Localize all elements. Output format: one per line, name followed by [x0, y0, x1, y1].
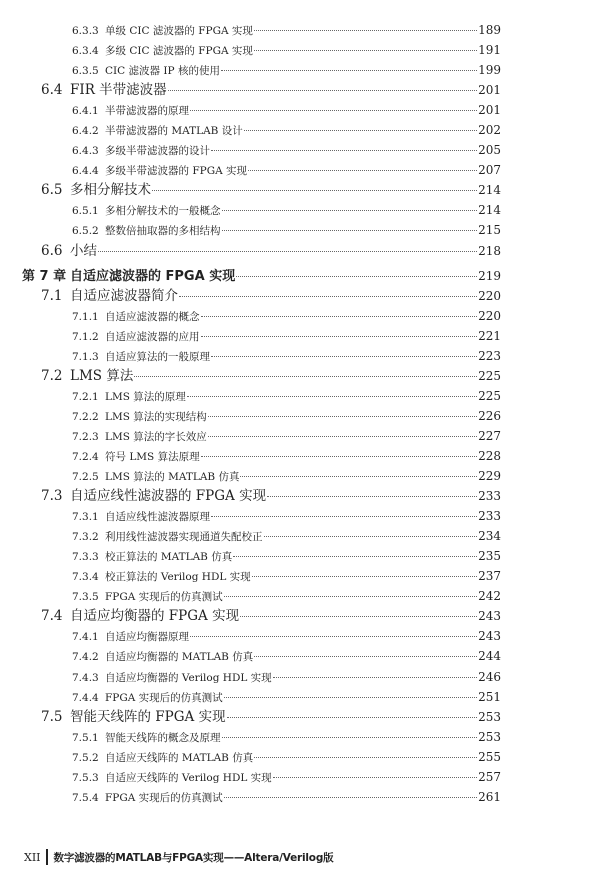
toc-entry-sub[interactable] — [0, 586, 501, 606]
toc-entry-page: 223 — [478, 348, 501, 363]
toc-entry-page: 220 — [478, 288, 501, 303]
toc-entry-page: 219 — [478, 268, 501, 283]
toc-entry-page: 225 — [478, 368, 501, 383]
toc-entry-number: 6.4.3 — [72, 145, 99, 158]
toc-entry-number: 6.4.4 — [72, 165, 99, 178]
dot-leader — [222, 737, 478, 738]
toc-entry-sub[interactable] — [0, 306, 501, 326]
toc-entry-number: 6.4.2 — [72, 125, 99, 138]
toc-entry-page: 257 — [478, 769, 501, 784]
toc-entry-sub[interactable] — [0, 626, 501, 646]
dot-leader — [252, 576, 477, 577]
table-of-contents — [0, 20, 613, 807]
toc-entry-title: LMS 算法的 MATLAB 仿真 — [105, 471, 240, 484]
toc-entry-title: 智能天线阵的概念及原理 — [105, 731, 221, 744]
toc-entry-sub[interactable] — [0, 20, 501, 40]
toc-entry-number: 7.5.2 — [72, 751, 99, 764]
toc-entry-sub[interactable] — [0, 747, 501, 767]
toc-entry-sub[interactable] — [0, 406, 501, 426]
toc-entry-page: 225 — [478, 388, 501, 403]
dot-leader — [224, 596, 477, 597]
toc-entry-title: 多级半带滤波器的 FPGA 实现 — [105, 165, 247, 178]
toc-entry-page: 242 — [478, 589, 501, 604]
toc-entry-title: 自适应均衡器的 FPGA 实现 — [70, 608, 240, 625]
dot-leader — [190, 110, 477, 111]
toc-entry-title: 单级 CIC 滤波器的 FPGA 实现 — [105, 25, 253, 37]
toc-entry-number: 7.1.2 — [72, 330, 99, 343]
toc-entry-page: 243 — [478, 629, 501, 644]
toc-entry-title: FPGA 实现后的仿真测试 — [105, 691, 223, 704]
toc-entry-number: 7.4.3 — [72, 671, 99, 684]
book-title: 数字滤波器的MATLAB与FPGA实现——Altera/Verilog版 — [53, 851, 334, 864]
toc-entry-number: 7.5.1 — [72, 731, 99, 744]
toc-entry-title: FIR 半带滤波器 — [70, 82, 167, 99]
dot-leader — [208, 416, 477, 417]
toc-entry-number: 7.3.2 — [72, 531, 99, 544]
dot-leader — [187, 396, 477, 397]
dot-leader — [240, 616, 477, 617]
dot-leader — [179, 296, 477, 297]
dot-leader — [254, 50, 477, 51]
toc-entry-title: 多相分解技术 — [70, 182, 151, 199]
toc-entry-page: 199 — [478, 63, 501, 78]
toc-entry-sub[interactable] — [0, 446, 501, 466]
toc-entry-page: 233 — [478, 489, 501, 504]
toc-entry-number: 6.5.1 — [72, 205, 99, 218]
toc-entry-sub[interactable] — [0, 787, 501, 807]
toc-entry-title: 多相分解技术的一般概念 — [105, 205, 221, 218]
dot-leader — [201, 456, 478, 457]
toc-entry-number: 6.4.1 — [72, 105, 99, 118]
dot-leader — [254, 656, 477, 657]
dot-leader — [254, 30, 477, 31]
toc-entry-chap[interactable] — [0, 266, 501, 286]
toc-entry-title: 自适应天线阵的 Verilog HDL 实现 — [105, 771, 272, 784]
toc-entry-page: 191 — [478, 43, 501, 58]
toc-entry-page: 215 — [478, 223, 501, 238]
toc-entry-page: 221 — [478, 328, 501, 343]
dot-leader — [201, 336, 478, 337]
footer-divider — [46, 849, 48, 865]
dot-leader — [264, 536, 478, 537]
toc-entry-number: 6.4 — [41, 82, 63, 99]
toc-entry-page: 214 — [478, 203, 501, 218]
dot-leader — [240, 476, 477, 477]
dot-leader — [273, 777, 477, 778]
toc-entry-number: 7.1.1 — [72, 310, 99, 323]
toc-entry-title: 自适应均衡器的 MATLAB 仿真 — [105, 651, 254, 664]
toc-entry-sub[interactable] — [0, 220, 501, 240]
toc-entry-title: 自适应滤波器的 FPGA 实现 — [70, 268, 236, 284]
toc-entry-page: 214 — [478, 183, 501, 198]
toc-entry-page: 255 — [478, 749, 501, 764]
toc-entry-number: 7.3.5 — [72, 591, 99, 604]
toc-entry-page: 244 — [478, 649, 501, 664]
toc-entry-sub[interactable] — [0, 767, 501, 787]
toc-entry-sec[interactable] — [0, 80, 501, 100]
toc-entry-page: 253 — [478, 729, 501, 744]
toc-entry-page: 229 — [478, 469, 501, 484]
toc-entry-page: 261 — [478, 789, 501, 804]
toc-entry-page: 253 — [478, 709, 501, 724]
toc-entry-sec[interactable] — [0, 286, 501, 306]
toc-entry-number: 7.4.2 — [72, 651, 99, 664]
dot-leader — [224, 797, 477, 798]
toc-entry-title: FPGA 实现后的仿真测试 — [105, 591, 223, 604]
toc-entry-number: 第 7 章 — [22, 268, 67, 284]
toc-entry-sec[interactable] — [0, 241, 501, 261]
toc-entry-page: 237 — [478, 569, 501, 584]
toc-entry-page: 201 — [478, 103, 501, 118]
dot-leader — [208, 436, 477, 437]
dot-leader — [233, 556, 477, 557]
toc-entry-title: LMS 算法的字长效应 — [105, 430, 207, 443]
dot-leader — [211, 516, 477, 517]
toc-entry-sub[interactable] — [0, 140, 501, 160]
toc-entry-number: 6.3.4 — [72, 45, 99, 58]
toc-entry-page: 235 — [478, 549, 501, 564]
toc-entry-sec[interactable] — [0, 180, 501, 200]
toc-entry-title: 自适应线性滤波器的 FPGA 实现 — [70, 488, 267, 505]
toc-entry-number: 6.5.2 — [72, 225, 99, 238]
toc-entry-sub[interactable] — [0, 40, 501, 60]
toc-entry-title: 智能天线阵的 FPGA 实现 — [70, 708, 226, 725]
toc-entry-number: 7.3.4 — [72, 571, 99, 584]
toc-entry-page: 205 — [478, 143, 501, 158]
toc-entry-sub[interactable] — [0, 120, 501, 140]
toc-entry-title: 自适应线性滤波器原理 — [105, 511, 210, 524]
toc-entry-number: 7.3 — [41, 488, 63, 505]
toc-entry-title: LMS 算法的原理 — [105, 390, 186, 403]
toc-entry-sub[interactable] — [0, 667, 501, 687]
toc-entry-page: 202 — [478, 123, 501, 138]
toc-entry-title: 自适应滤波器的概念 — [105, 310, 200, 323]
toc-entry-number: 7.5 — [41, 708, 63, 725]
dot-leader — [168, 90, 477, 91]
dot-leader — [211, 150, 477, 151]
toc-entry-number: 7.4 — [41, 608, 63, 625]
toc-entry-page: 233 — [478, 509, 501, 524]
dot-leader — [190, 636, 477, 637]
dot-leader — [152, 190, 477, 191]
dot-leader — [267, 496, 477, 497]
toc-entry-sub[interactable] — [0, 100, 501, 120]
dot-leader — [211, 356, 477, 357]
toc-entry-title: 半带滤波器的原理 — [105, 105, 189, 118]
toc-entry-page: 226 — [478, 408, 501, 423]
toc-entry-number: 7.4.4 — [72, 691, 99, 704]
dot-leader — [222, 230, 478, 231]
dot-leader — [98, 251, 477, 252]
page-number: XII — [24, 850, 41, 864]
toc-entry-page: 218 — [478, 243, 501, 258]
toc-entry-title: 自适应均衡器原理 — [105, 631, 189, 644]
toc-entry-sub[interactable] — [0, 160, 501, 180]
toc-entry-number: 7.1.3 — [72, 350, 99, 363]
toc-entry-number: 7.5.3 — [72, 771, 99, 784]
toc-entry-sub[interactable] — [0, 466, 501, 486]
toc-entry-sub[interactable] — [0, 200, 501, 220]
toc-entry-title: LMS 算法的实现结构 — [105, 410, 207, 423]
dot-leader — [236, 276, 477, 277]
toc-entry-page: 251 — [478, 689, 501, 704]
toc-entry-title: 符号 LMS 算法原理 — [105, 450, 200, 463]
dot-leader — [222, 210, 478, 211]
toc-entry-page: 227 — [478, 428, 501, 443]
toc-entry-page: 207 — [478, 163, 501, 178]
toc-entry-sub[interactable] — [0, 60, 501, 80]
toc-entry-sub[interactable] — [0, 727, 501, 747]
toc-entry-sub[interactable] — [0, 646, 501, 666]
dot-leader — [248, 170, 477, 171]
toc-entry-title: 多级 CIC 滤波器的 FPGA 实现 — [105, 45, 253, 58]
toc-entry-page: 243 — [478, 609, 501, 624]
toc-entry-title: 自适应均衡器的 Verilog HDL 实现 — [105, 671, 272, 684]
toc-entry-title: 利用线性滤波器实现通道失配校正 — [105, 531, 263, 544]
toc-entry-number: 7.2 — [41, 367, 63, 384]
toc-entry-number: 7.5.4 — [72, 791, 99, 804]
toc-entry-title: LMS 算法 — [70, 367, 134, 384]
toc-entry-title: 自适应滤波器的应用 — [105, 330, 200, 343]
dot-leader — [224, 697, 477, 698]
dot-leader — [254, 757, 477, 758]
dot-leader — [273, 677, 477, 678]
toc-entry-title: 半带滤波器的 MATLAB 设计 — [105, 125, 243, 138]
toc-entry-title: FPGA 实现后的仿真测试 — [105, 791, 223, 804]
dot-leader — [134, 376, 477, 377]
toc-entry-number: 6.6 — [41, 242, 63, 259]
toc-entry-sub[interactable] — [0, 386, 501, 406]
toc-entry-page: 220 — [478, 308, 501, 323]
toc-entry-title: 小结 — [70, 242, 97, 259]
toc-entry-sub[interactable] — [0, 326, 501, 346]
toc-entry-title: 校正算法的 Verilog HDL 实现 — [105, 571, 251, 584]
toc-entry-number: 7.2.4 — [72, 450, 99, 463]
toc-entry-number: 7.3.1 — [72, 511, 99, 524]
toc-entry-sub[interactable] — [0, 506, 501, 526]
dot-leader — [201, 316, 478, 317]
toc-entry-number: 7.1 — [41, 287, 63, 304]
toc-entry-sub[interactable] — [0, 546, 501, 566]
toc-entry-title: CIC 滤波器 IP 核的使用 — [105, 65, 220, 78]
toc-entry-number: 6.3.3 — [72, 25, 99, 37]
toc-entry-sub[interactable] — [0, 526, 501, 546]
toc-entry-sec[interactable] — [0, 366, 501, 386]
toc-entry-title: 自适应算法的一般原理 — [105, 350, 210, 363]
toc-entry-sec[interactable] — [0, 707, 501, 727]
toc-entry-sub[interactable] — [0, 426, 501, 446]
toc-entry-title: 校正算法的 MATLAB 仿真 — [105, 551, 233, 564]
toc-entry-number: 7.4.1 — [72, 631, 99, 644]
toc-entry-title: 整数倍抽取器的多相结构 — [105, 225, 221, 238]
toc-entry-page: 201 — [478, 83, 501, 98]
toc-entry-sub[interactable] — [0, 687, 501, 707]
toc-entry-number: 7.2.1 — [72, 390, 99, 403]
dot-leader — [244, 130, 477, 131]
toc-entry-number: 7.2.3 — [72, 430, 99, 443]
toc-entry-number: 6.5 — [41, 182, 63, 199]
toc-entry-sub[interactable] — [0, 566, 501, 586]
toc-entry-page: 228 — [478, 448, 501, 463]
page-footer — [24, 848, 333, 866]
dot-leader — [221, 70, 477, 71]
toc-entry-number: 7.2.5 — [72, 471, 99, 484]
toc-entry-sub[interactable] — [0, 346, 501, 366]
toc-entry-number: 7.3.3 — [72, 551, 99, 564]
toc-entry-sec[interactable] — [0, 606, 501, 626]
toc-entry-title: 自适应滤波器简介 — [70, 287, 178, 304]
toc-entry-title: 多级半带滤波器的设计 — [105, 145, 210, 158]
toc-entry-sec[interactable] — [0, 486, 501, 506]
toc-entry-page: 234 — [478, 529, 501, 544]
dot-leader — [227, 717, 478, 718]
toc-entry-page: 189 — [478, 23, 501, 37]
toc-entry-title: 自适应天线阵的 MATLAB 仿真 — [105, 751, 254, 764]
toc-entry-number: 7.2.2 — [72, 410, 99, 423]
toc-entry-page: 246 — [478, 669, 501, 684]
toc-entry-number: 6.3.5 — [72, 65, 99, 78]
